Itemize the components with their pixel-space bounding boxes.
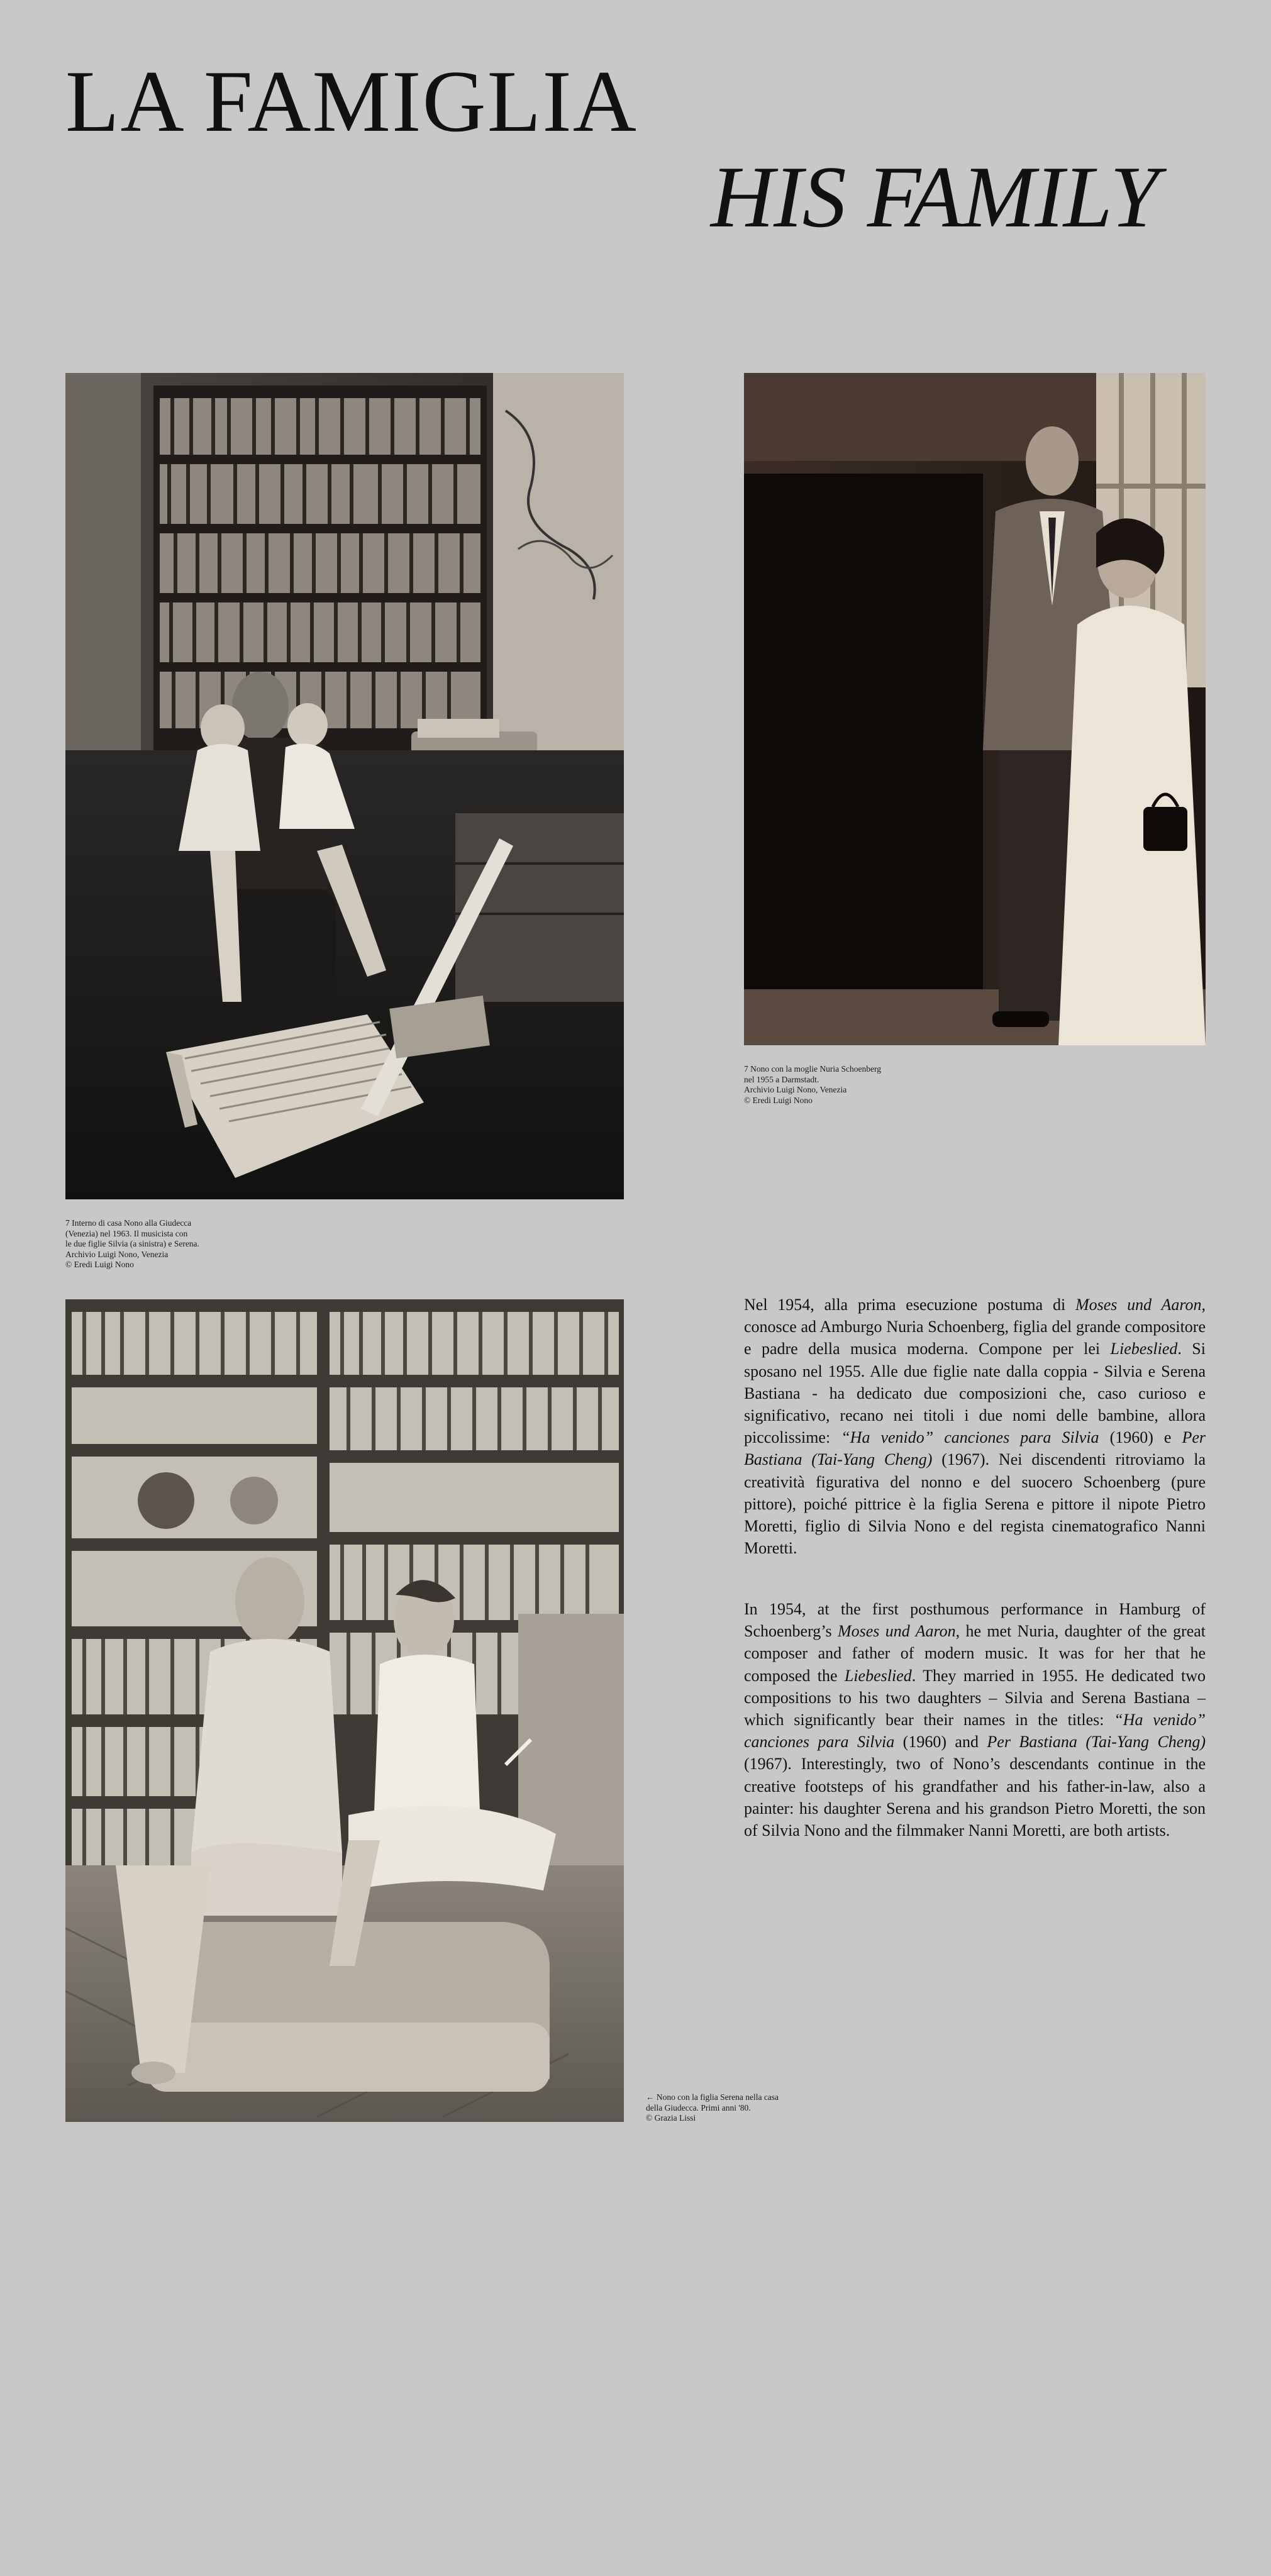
caption-line: Archivio Luigi Nono, Venezia [65, 1249, 169, 1259]
text-segment: (1967). Interestingly, two of Nono’s descendants continue in the creative footsteps of his grandfather and his father-in-law, also a painter: his daughter Serena and his grandson Pietro Moretti, the son of Silvia Nono and the filmmaker Nanni Moretti, are both artists. [744, 1755, 1206, 1840]
caption-line: della Giudecca. Primi anni '80. [646, 2102, 751, 2112]
text-segment: In 1954, at the first posthumous performance in Hamburg of Schoenberg’s [744, 1600, 1206, 1641]
work-title: Moses und Aaron [837, 1622, 956, 1641]
title-english: HIS FAMILY [711, 148, 1158, 246]
caption-line: Archivio Luigi Nono, Venezia [744, 1085, 847, 1094]
caption-line: © Grazia Lissi [646, 2113, 696, 2123]
text-segment: . They married in 1955. He dedicated two compositions to his two daughters – Silvia and Serena Bastiana – which significantly bear their names in the titles: [744, 1666, 1206, 1729]
caption-line: 7 Nono con la moglie Nuria Schoenberg [744, 1064, 881, 1074]
caption-photo-interior [65, 1218, 267, 1270]
work-title: “Ha venido” canciones para Silvia [841, 1428, 1099, 1447]
body-text-italian [744, 1294, 1206, 1559]
caption-line: nel 1955 a Darmstadt. [744, 1074, 819, 1084]
caption-line: © Eredi Luigi Nono [65, 1260, 134, 1269]
caption-line: (Venezia) nel 1963. Il musicista con [65, 1228, 188, 1238]
work-title: Per Bastiana (Tai-Yang Cheng) [987, 1733, 1206, 1752]
work-title: Liebeslied [844, 1666, 912, 1685]
text-segment: . Si sposano nel 1955. Alle due figlie nate dalla coppia - Silvia e Serena Bastiana - ha dedicato due composizioni che, caso curioso e significativo, recano nei titoli i due nomi delle bambine, allora piccolissime: [744, 1340, 1206, 1447]
text-segment: (1960) e [1099, 1428, 1182, 1447]
work-title: Moses und Aaron [1075, 1296, 1202, 1314]
caption-line: le due figlie Silvia (a sinistra) e Serena. [65, 1239, 199, 1248]
text-segment: (1967). Nei discendenti ritroviamo la creatività figurativa del nonno e del suocero Schoenberg (pure pittore), poiché pittrice è la figlia Serena e pittore il nipote Pietro Moretti, figlio di Silvia Nono e del regista cinematografico Nanni Moretti. [744, 1450, 1206, 1558]
title-italian: LA FAMIGLIA [65, 53, 638, 150]
work-title: Per Bastiana (Tai-Yang Cheng) [744, 1428, 1206, 1469]
body-text-english [744, 1598, 1206, 1841]
photo-father-daughter [65, 1299, 624, 2122]
caption-line: ← Nono con la figlia Serena nella casa [646, 2092, 779, 2102]
text-segment: Nel 1954, alla prima esecuzione postuma di [744, 1296, 1075, 1314]
photo-family-interior [65, 373, 624, 1199]
work-title: Liebeslied [1110, 1340, 1178, 1358]
text-segment: , conosce ad Amburgo Nuria Schoenberg, figlia del grande compositore e padre della musica moderna. Compone per lei [744, 1296, 1206, 1358]
caption-photo-father-daughter [646, 2092, 847, 2124]
caption-photo-couple [744, 1064, 945, 1106]
text-segment: , he met Nuria, daughter of the great composer and father of modern music. It was for her that he composed the [744, 1622, 1206, 1685]
text-segment: (1960) and [894, 1733, 987, 1752]
caption-line: 7 Interno di casa Nono alla Giudecca [65, 1218, 192, 1228]
work-title: “Ha venido” canciones para Silvia [744, 1711, 1206, 1752]
caption-line: © Eredi Luigi Nono [744, 1095, 813, 1105]
photo-couple-doorway [744, 373, 1206, 1045]
